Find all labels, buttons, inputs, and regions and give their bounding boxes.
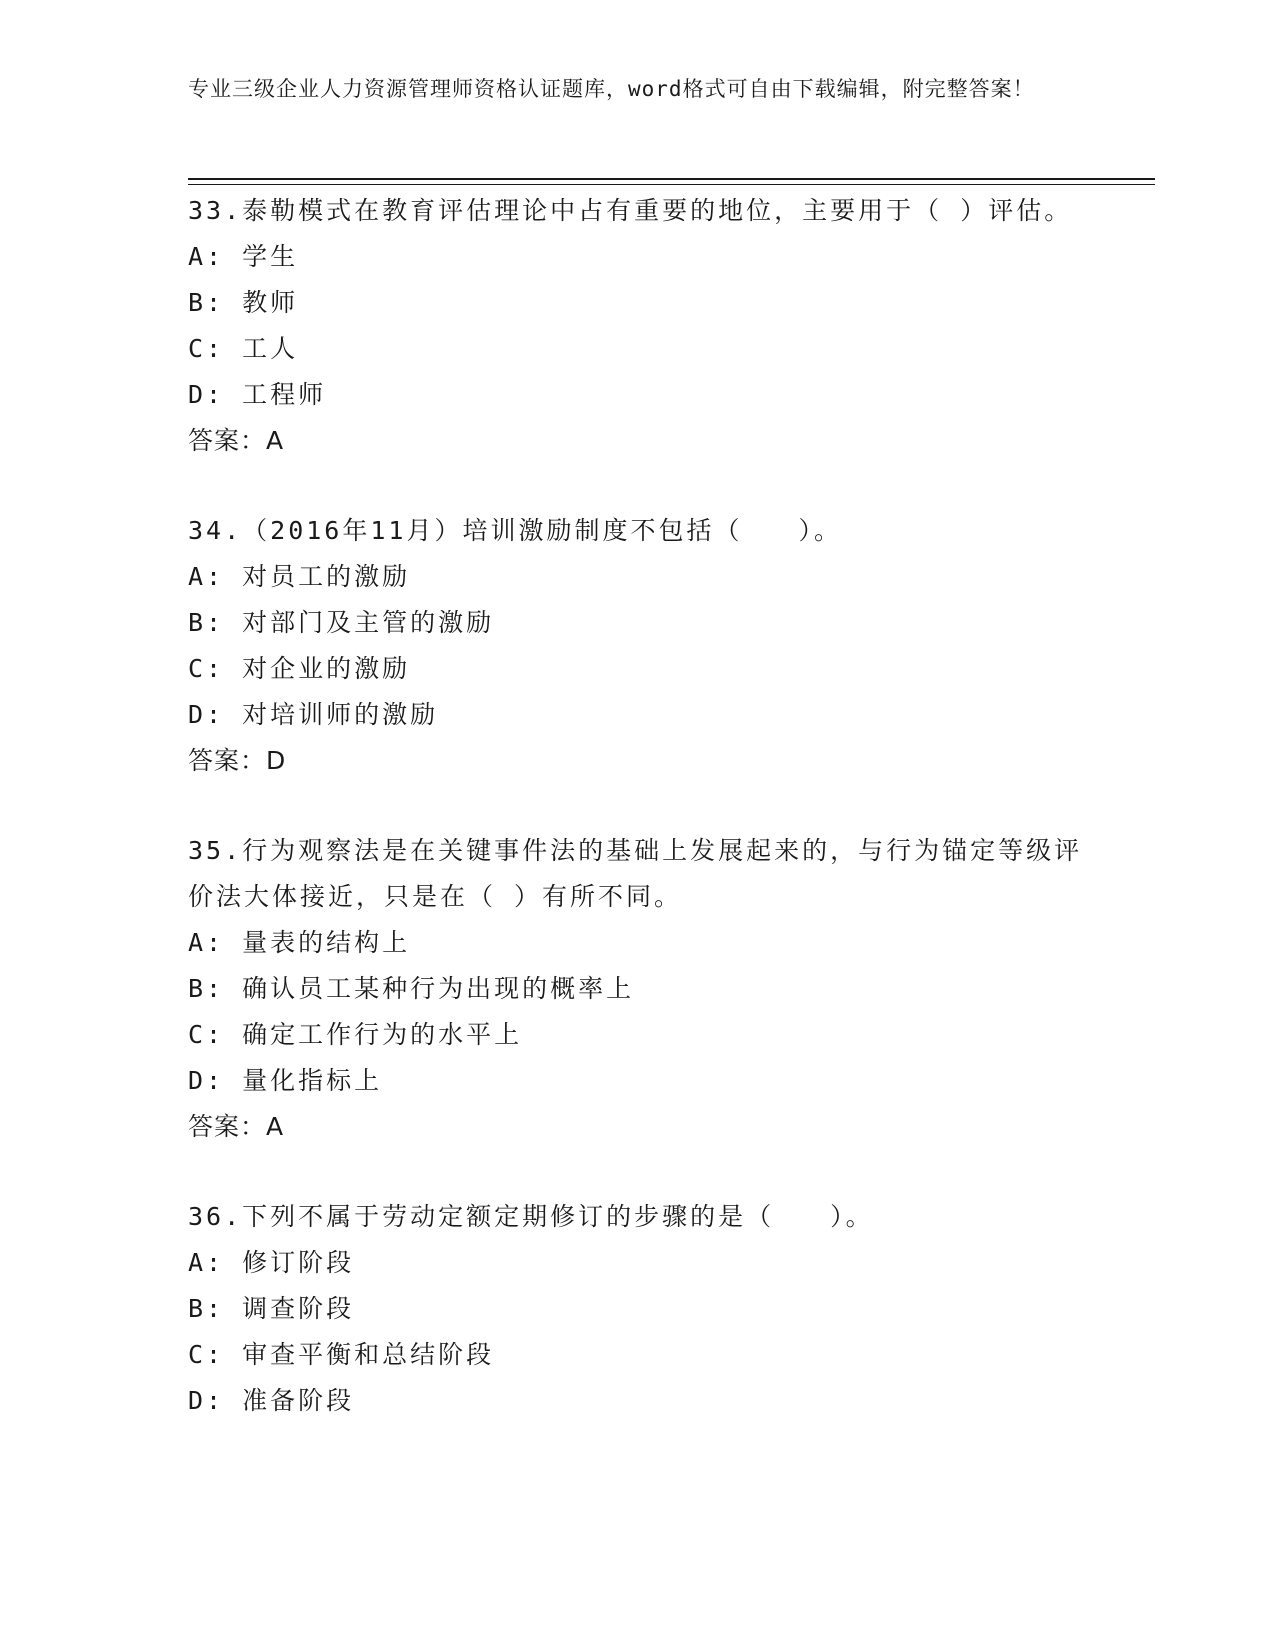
document-header: 专业三级企业人力资源管理师资格认证题库，word格式可自由下载编辑，附完整答案！ bbox=[188, 77, 1035, 101]
question-item bbox=[188, 1194, 1088, 1424]
header-divider-thin bbox=[188, 184, 1155, 185]
option-a: A: 量表的结构上 bbox=[188, 928, 411, 957]
question-item bbox=[188, 828, 1088, 1150]
option-c: C: 审查平衡和总结阶段 bbox=[188, 1340, 495, 1369]
option-a: A: 对员工的激励 bbox=[188, 562, 411, 591]
option-b: B: 对部门及主管的激励 bbox=[188, 608, 495, 637]
question-list bbox=[188, 188, 1088, 1468]
option-c: C: 确定工作行为的水平上 bbox=[188, 1020, 523, 1049]
answer-text: 答案：A bbox=[188, 1112, 285, 1141]
option-b: B: 确认员工某种行为出现的概率上 bbox=[188, 974, 635, 1003]
header-divider-thick bbox=[188, 178, 1155, 180]
option-a: A: 学生 bbox=[188, 242, 299, 271]
question-text: 33.泰勒模式在教育评估理论中占有重要的地位，主要用于（ ）评估。 bbox=[188, 196, 1073, 225]
option-c: C: 工人 bbox=[188, 334, 299, 363]
option-d: D: 量化指标上 bbox=[188, 1066, 383, 1095]
answer-text: 答案：D bbox=[188, 746, 287, 775]
question-item bbox=[188, 508, 1088, 784]
answer-text: 答案：A bbox=[188, 426, 285, 455]
option-d: D: 对培训师的激励 bbox=[188, 700, 439, 729]
option-d: D: 准备阶段 bbox=[188, 1386, 355, 1415]
option-b: B: 调查阶段 bbox=[188, 1294, 355, 1323]
question-text: 35.行为观察法是在关键事件法的基础上发展起来的，与行为锚定等级评价法大体接近，只是在（ ）有所不同。 bbox=[188, 836, 1083, 911]
option-b: B: 教师 bbox=[188, 288, 299, 317]
question-text: 34.（2016年11月）培训激励制度不包括（ ）。 bbox=[188, 516, 842, 545]
option-c: C: 对企业的激励 bbox=[188, 654, 411, 683]
question-text: 36.下列不属于劳动定额定期修订的步骤的是（ ）。 bbox=[188, 1202, 874, 1231]
option-a: A: 修订阶段 bbox=[188, 1248, 355, 1277]
question-item bbox=[188, 188, 1088, 464]
option-d: D: 工程师 bbox=[188, 380, 327, 409]
